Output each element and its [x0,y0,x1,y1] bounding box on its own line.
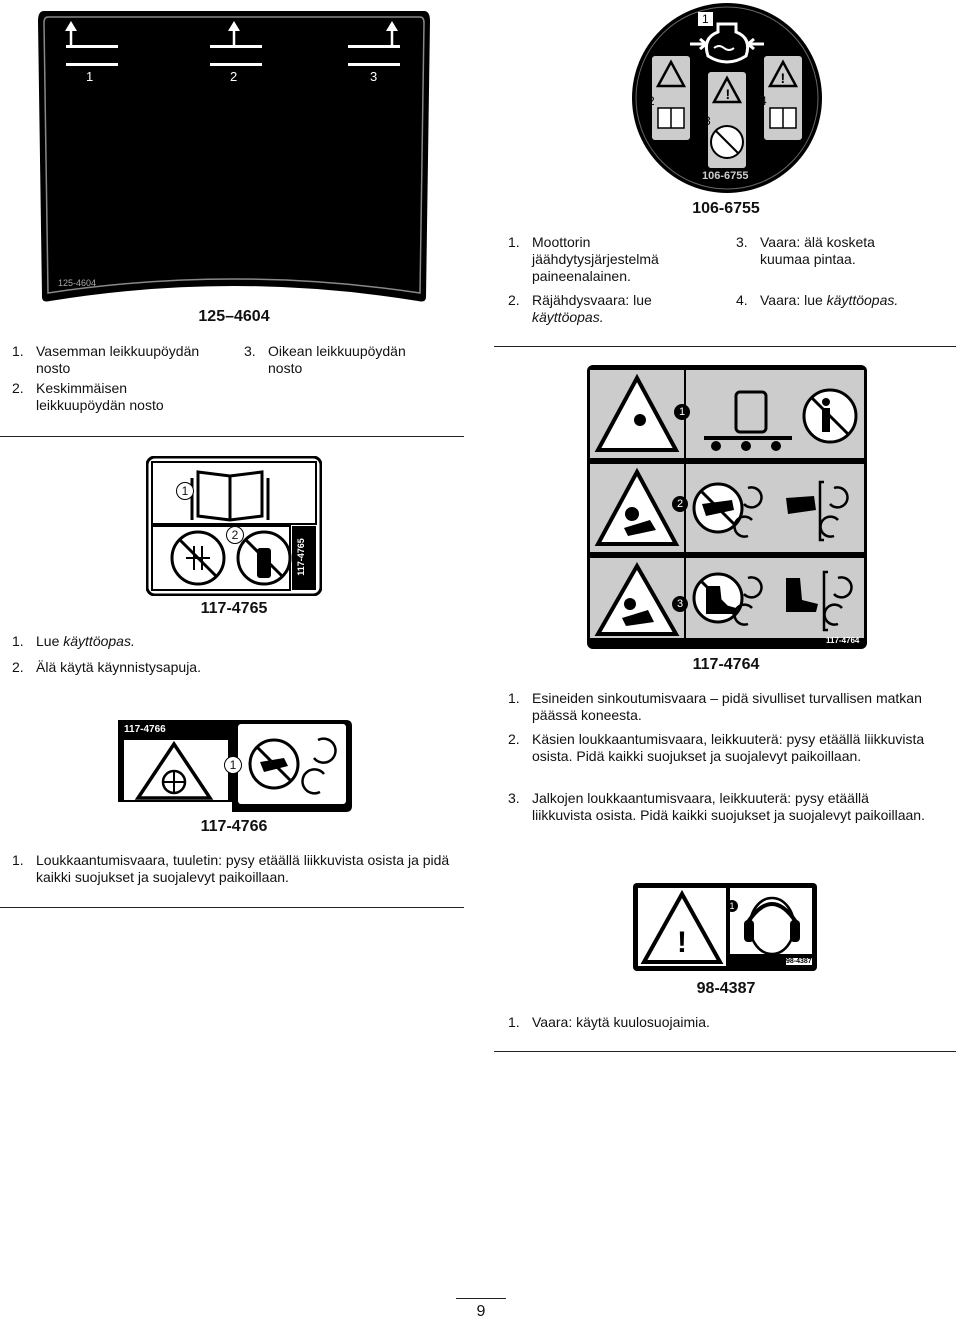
decal-part-number-small: 98-4387 [786,958,812,965]
svg-text:!: ! [780,70,786,86]
caption-item: 1. Loukkaantumisvaara, tuuletin: pysy etäällä liikkuvista osista ja pidä kaikki suojukset ja suojalevyt paikoillaan. [12,852,450,885]
decal-label-125-4604: 125–4604 [198,308,270,325]
decal-part-number-small: 125-4604 [58,278,97,288]
decal-part-number-small: 117-4765 [295,538,306,576]
callout-3: 3 [704,114,711,128]
callout-2: 2 [672,496,688,512]
decal-label-106-6755: 106-6755 [692,200,760,217]
callout-1: 1 [698,12,713,26]
caption-item: 1. Moottorin jäähdytysjärjestelmä paineenalainen. [508,234,659,284]
callout-3: 3 [672,596,688,612]
decal-label-98-4387: 98-4387 [696,980,756,997]
callout-2: 2 [648,94,655,108]
divider [0,907,464,908]
decal-part-number-small: 106-6755 [702,170,749,182]
svg-text:!: ! [677,926,687,959]
decal-part-number-small: 117-4764 [826,636,860,645]
callout-2: 2 [230,69,238,84]
callout-1: 1 [176,482,194,500]
decal-125-4604 [34,3,434,305]
decal-98-4387 [632,882,818,972]
divider [494,346,956,347]
caption-item: 2. Räjähdysvaara: lue käyttöopas. [508,292,652,325]
caption-item: 3. Oikean leikkuupöydän nosto [244,343,406,376]
decal-label-117-4765: 117-4765 [200,600,268,617]
callout-1: 1 [726,900,738,912]
decal-label-117-4766: 117-4766 [200,818,268,835]
caption-item: 2. Keskimmäisen leikkuupöydän nosto [12,380,164,413]
decal-117-4766 [114,716,354,814]
callout-1: 1 [86,69,94,84]
caption-item: 2. Käsien loukkaantumisvaara, leikkuuterä: pysy etäällä liikkuvista osista. Pidä kaikki suojukset ja suojalevyt paikoillaan. [508,731,925,764]
callout-4: 4 [760,94,767,108]
divider [0,436,464,437]
callout-3: 3 [370,69,378,84]
caption-item: 2. Älä käytä käynnistysapuja. [12,659,201,675]
callout-1: 1 [224,756,242,774]
caption-item: 1. Esineiden sinkoutumisvaara – pidä sivulliset turvallisen matkan päässä koneesta. [508,690,922,723]
divider [494,1051,956,1052]
callout-2: 2 [226,526,244,544]
caption-item: 4. Vaara: lue käyttöopas. [736,292,899,308]
decal-117-4765 [146,456,322,596]
callout-1: 1 [674,404,690,420]
caption-item: 1. Vasemman leikkuupöydän nosto [12,343,200,376]
decal-106-6755 [630,2,824,194]
decal-label-117-4764: 117-4764 [692,656,760,673]
caption-item: 1. Lue käyttöopas. [12,633,135,649]
svg-text:!: ! [725,86,731,102]
decal-117-4764 [586,364,868,650]
decal-part-number-small: 117-4766 [124,724,166,735]
caption-item: 1. Vaara: käytä kuulosuojaimia. [508,1014,710,1030]
caption-item: 3. Vaara: älä kosketa kuumaa pintaa. [736,234,875,267]
page-number: 9 [456,1298,506,1321]
caption-item: 3. Jalkojen loukkaantumisvaara, leikkuuterä: pysy etäällä liikkuvista osista. Pidä kaikki suojukset ja suojalevyt paikoillaan. [508,790,925,823]
